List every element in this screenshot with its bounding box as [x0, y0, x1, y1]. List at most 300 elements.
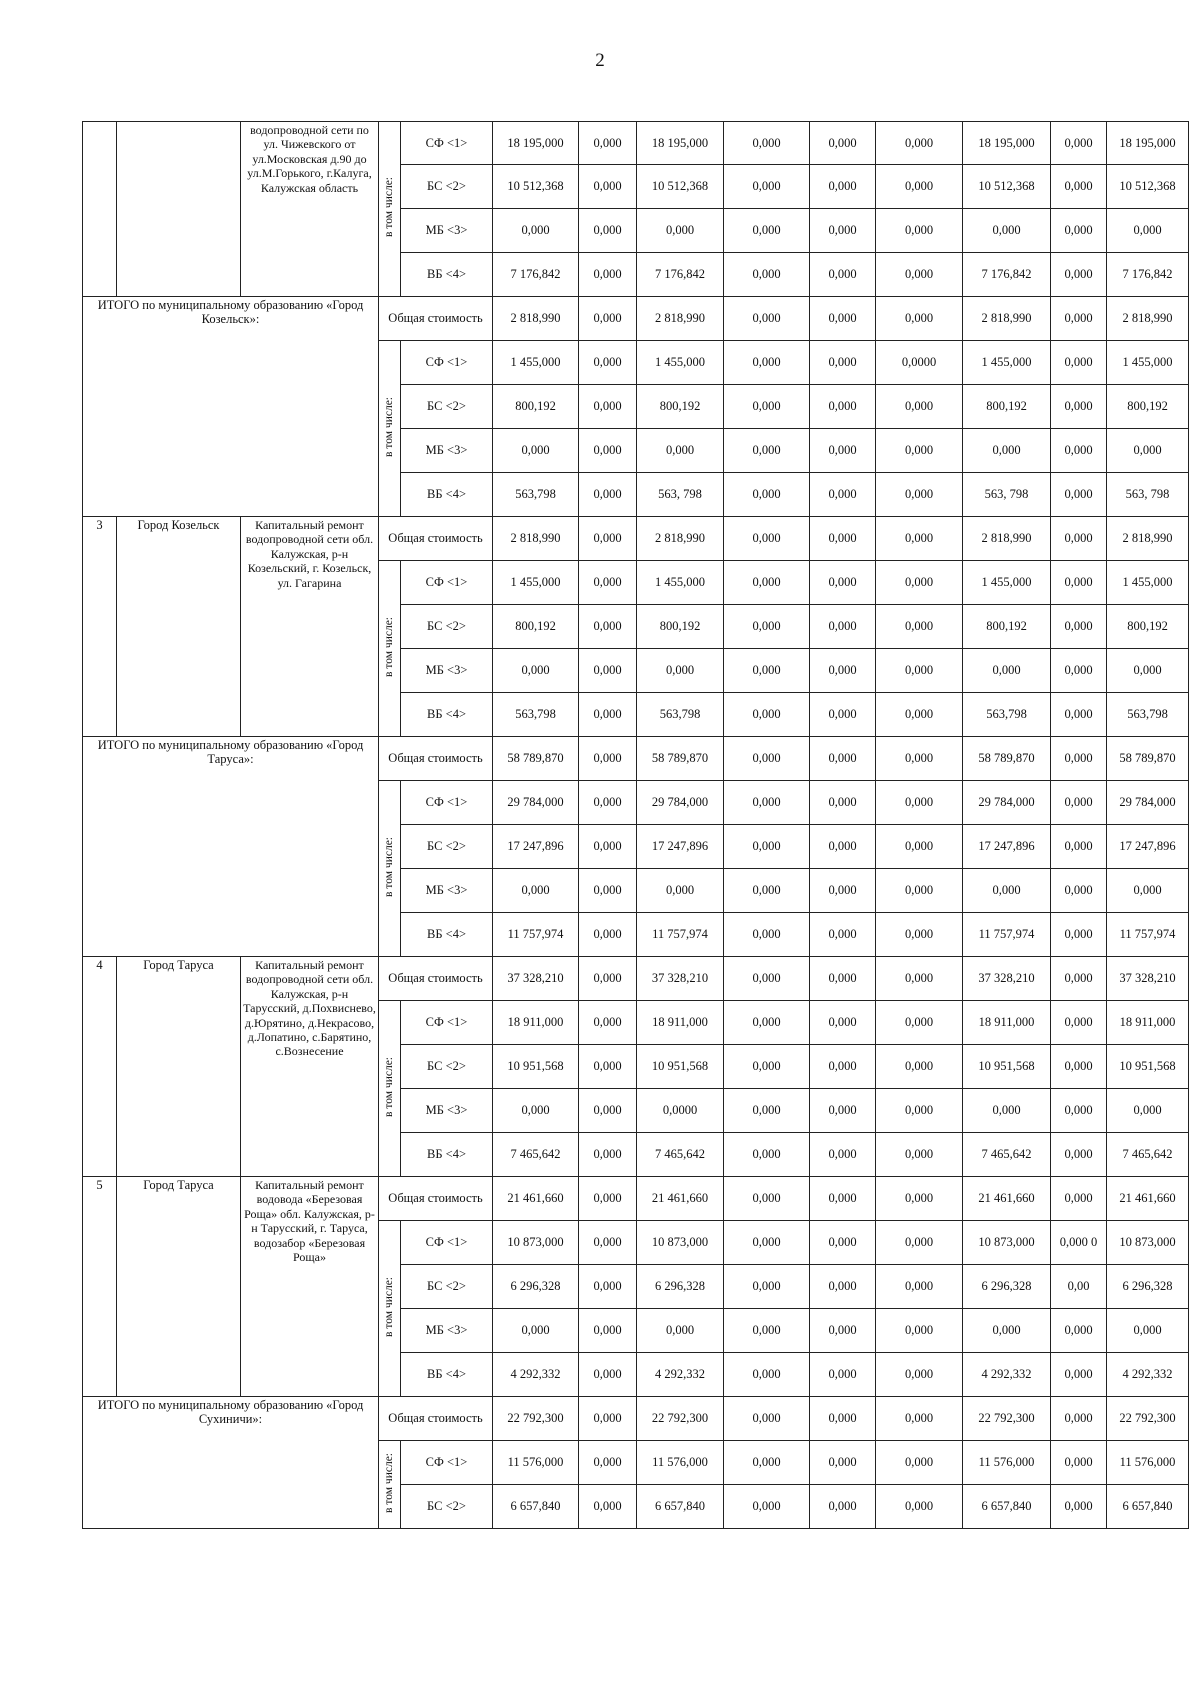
value-cell: 0,000: [579, 1485, 637, 1529]
value-cell: 0,000: [579, 297, 637, 341]
value-cell: 7 176,842: [637, 253, 724, 297]
value-cell: 18 195,000: [963, 122, 1051, 165]
value-cell: 0,000: [876, 1177, 963, 1221]
value-cell: 0,000: [724, 385, 810, 429]
city-cell: [117, 122, 241, 297]
value-cell: 0,000: [579, 825, 637, 869]
value-cell: 0,000: [810, 429, 876, 473]
funding-type: МБ <3>: [401, 869, 493, 913]
project-description: Капитальный ремонт водопроводной сети обл. Калужская, р-н Козельский, г. Козельск, ул. Гагарина: [241, 517, 379, 737]
municipality-total-label: ИТОГО по муниципальному образованию «Город Козельск»:: [83, 297, 379, 517]
value-cell: 0,000: [724, 649, 810, 693]
value-cell: 22 792,300: [1107, 1397, 1189, 1441]
value-cell: 0,000: [810, 649, 876, 693]
project-description: Капитальный ремонт водовода «Березовая Роща» обл. Калужская, р-н Тарусский, г. Таруса, водозабор «Березовая Роща»: [241, 1177, 379, 1397]
value-cell: 0,000: [724, 957, 810, 1001]
value-cell: 0,000: [724, 429, 810, 473]
value-cell: 0,000: [1051, 122, 1107, 165]
value-cell: 18 911,000: [1107, 1001, 1189, 1045]
value-cell: 563, 798: [637, 473, 724, 517]
value-cell: 0,000: [810, 473, 876, 517]
value-cell: 0,000: [876, 1397, 963, 1441]
including-label: в том числе:: [382, 1056, 395, 1117]
value-cell: 0,000: [724, 913, 810, 957]
value-cell: 0,000: [876, 825, 963, 869]
funding-type: БС <2>: [401, 1265, 493, 1309]
value-cell: 29 784,000: [637, 781, 724, 825]
value-cell: 29 784,000: [963, 781, 1051, 825]
value-cell: 0,000: [493, 209, 579, 253]
value-cell: 0,000: [579, 1265, 637, 1309]
value-cell: 17 247,896: [1107, 825, 1189, 869]
value-cell: 2 818,990: [493, 517, 579, 561]
value-cell: 0,000: [963, 649, 1051, 693]
value-cell: 11 757,974: [1107, 913, 1189, 957]
value-cell: 0,000: [810, 1353, 876, 1397]
value-cell: 17 247,896: [493, 825, 579, 869]
value-cell: 0,00: [1051, 1265, 1107, 1309]
value-cell: 10 873,000: [637, 1221, 724, 1265]
value-cell: 7 465,642: [1107, 1133, 1189, 1177]
value-cell: 0,000: [1051, 913, 1107, 957]
value-cell: 37 328,210: [963, 957, 1051, 1001]
value-cell: 0,000: [579, 605, 637, 649]
value-cell: 0,000: [876, 1045, 963, 1089]
row-number-cell: 3: [83, 517, 117, 737]
table-row: [83, 517, 1189, 561]
value-cell: 2 818,990: [637, 297, 724, 341]
value-cell: 10 951,568: [1107, 1045, 1189, 1089]
value-cell: 10 512,368: [637, 165, 724, 209]
value-cell: 0,000: [1107, 209, 1189, 253]
value-cell: 37 328,210: [493, 957, 579, 1001]
value-cell: 563,798: [1107, 693, 1189, 737]
including-label: в том числе:: [382, 616, 395, 677]
value-cell: 58 789,870: [493, 737, 579, 781]
value-cell: 0,000: [876, 737, 963, 781]
value-cell: 7 465,642: [637, 1133, 724, 1177]
value-cell: 0,000: [579, 209, 637, 253]
value-cell: 0,000: [810, 1221, 876, 1265]
value-cell: 0,000: [876, 561, 963, 605]
value-cell: 22 792,300: [493, 1397, 579, 1441]
value-cell: 0,000: [579, 122, 637, 165]
funding-type: Общая стоимость: [379, 1397, 493, 1441]
value-cell: 0,000: [810, 605, 876, 649]
value-cell: 0,000: [1051, 1089, 1107, 1133]
value-cell: 0,000: [876, 1001, 963, 1045]
value-cell: 0,000: [1051, 605, 1107, 649]
value-cell: 11 576,000: [1107, 1441, 1189, 1485]
value-cell: 0,000: [493, 429, 579, 473]
value-cell: 0,000: [810, 1045, 876, 1089]
funding-type: ВБ <4>: [401, 1353, 493, 1397]
funding-type: СФ <1>: [401, 1001, 493, 1045]
value-cell: 0,000: [724, 1485, 810, 1529]
funding-type: Общая стоимость: [379, 1177, 493, 1221]
value-cell: 18 195,000: [637, 122, 724, 165]
value-cell: 7 176,842: [963, 253, 1051, 297]
value-cell: 800,192: [963, 385, 1051, 429]
value-cell: 0,000: [1051, 561, 1107, 605]
value-cell: 0,000: [579, 1309, 637, 1353]
value-cell: 800,192: [963, 605, 1051, 649]
value-cell: 800,192: [493, 385, 579, 429]
value-cell: 0,000: [1051, 1177, 1107, 1221]
funding-type: БС <2>: [401, 385, 493, 429]
value-cell: 0,000: [876, 869, 963, 913]
value-cell: 0,000: [876, 693, 963, 737]
municipality-total-label: ИТОГО по муниципальному образованию «Город Сухиничи»:: [83, 1397, 379, 1529]
value-cell: 0,000: [579, 561, 637, 605]
value-cell: 0,000: [579, 1133, 637, 1177]
value-cell: 0,000: [810, 561, 876, 605]
value-cell: 0,000: [876, 605, 963, 649]
value-cell: 4 292,332: [637, 1353, 724, 1397]
funding-type: МБ <3>: [401, 209, 493, 253]
value-cell: 0,000: [724, 1221, 810, 1265]
value-cell: 0,000: [810, 385, 876, 429]
value-cell: 7 176,842: [493, 253, 579, 297]
value-cell: 800,192: [493, 605, 579, 649]
value-cell: 58 789,870: [637, 737, 724, 781]
value-cell: 17 247,896: [963, 825, 1051, 869]
value-cell: 1 455,000: [963, 561, 1051, 605]
table-row: [83, 297, 1189, 341]
value-cell: 0,000: [876, 385, 963, 429]
value-cell: 0,000: [579, 1397, 637, 1441]
value-cell: 1 455,000: [963, 341, 1051, 385]
value-cell: 0,000: [579, 473, 637, 517]
value-cell: 0,000: [810, 1485, 876, 1529]
value-cell: 0,000: [1051, 297, 1107, 341]
value-cell: 10 873,000: [493, 1221, 579, 1265]
funding-type: СФ <1>: [401, 781, 493, 825]
funding-type: МБ <3>: [401, 429, 493, 473]
value-cell: 0,000: [579, 517, 637, 561]
value-cell: 1 455,000: [637, 341, 724, 385]
city-cell: Город Козельск: [117, 517, 241, 737]
value-cell: 0,000: [1051, 517, 1107, 561]
value-cell: 10 873,000: [963, 1221, 1051, 1265]
value-cell: 0,000: [724, 1045, 810, 1089]
value-cell: 0,000: [579, 1221, 637, 1265]
value-cell: 0,000: [637, 429, 724, 473]
value-cell: 1 455,000: [637, 561, 724, 605]
value-cell: 0,000: [1051, 869, 1107, 913]
city-cell: Город Таруса: [117, 1177, 241, 1397]
value-cell: 0,000: [579, 385, 637, 429]
value-cell: 0,000: [579, 165, 637, 209]
value-cell: 6 296,328: [963, 1265, 1051, 1309]
including-label-cell: [379, 341, 401, 517]
value-cell: 0,0000: [876, 341, 963, 385]
value-cell: 1 455,000: [1107, 561, 1189, 605]
funding-table: [82, 121, 1189, 1529]
value-cell: 0,000: [637, 1309, 724, 1353]
value-cell: 0,000: [876, 1265, 963, 1309]
funding-type: ВБ <4>: [401, 913, 493, 957]
value-cell: 0,000: [1051, 781, 1107, 825]
value-cell: 0,0000: [637, 1089, 724, 1133]
funding-type: Общая стоимость: [379, 737, 493, 781]
value-cell: 563, 798: [1107, 473, 1189, 517]
value-cell: 0,000: [876, 473, 963, 517]
value-cell: 2 818,990: [963, 517, 1051, 561]
value-cell: 0,000: [724, 605, 810, 649]
value-cell: 0,000: [876, 253, 963, 297]
value-cell: 11 757,974: [493, 913, 579, 957]
value-cell: 0,000: [876, 122, 963, 165]
value-cell: 0,000: [1051, 1001, 1107, 1045]
value-cell: 0,000: [810, 1133, 876, 1177]
value-cell: 0,000: [1051, 1133, 1107, 1177]
value-cell: 563,798: [493, 693, 579, 737]
value-cell: 21 461,660: [493, 1177, 579, 1221]
value-cell: 0,000: [724, 693, 810, 737]
value-cell: 800,192: [637, 605, 724, 649]
value-cell: 0,000: [810, 1001, 876, 1045]
value-cell: 0,000: [579, 253, 637, 297]
funding-type: БС <2>: [401, 165, 493, 209]
table-row: [83, 1397, 1189, 1441]
value-cell: 0,000: [810, 297, 876, 341]
value-cell: 10 951,568: [637, 1045, 724, 1089]
value-cell: 0,000: [579, 693, 637, 737]
value-cell: 0,000: [876, 1485, 963, 1529]
value-cell: 29 784,000: [1107, 781, 1189, 825]
funding-type: БС <2>: [401, 1045, 493, 1089]
funding-type: Общая стоимость: [379, 517, 493, 561]
value-cell: 0,000: [876, 781, 963, 825]
value-cell: 0,000: [1051, 1309, 1107, 1353]
value-cell: 0,000: [724, 341, 810, 385]
value-cell: 0,000: [579, 869, 637, 913]
value-cell: 18 911,000: [493, 1001, 579, 1045]
value-cell: 22 792,300: [963, 1397, 1051, 1441]
funding-type: ВБ <4>: [401, 693, 493, 737]
value-cell: 1 455,000: [493, 341, 579, 385]
value-cell: 0,000: [810, 693, 876, 737]
value-cell: 0,000: [810, 1397, 876, 1441]
value-cell: 0,000: [876, 1221, 963, 1265]
value-cell: 2 818,990: [637, 517, 724, 561]
value-cell: 6 296,328: [493, 1265, 579, 1309]
value-cell: 29 784,000: [493, 781, 579, 825]
value-cell: 0,000: [579, 737, 637, 781]
value-cell: 0,000: [810, 122, 876, 165]
value-cell: 0,000: [1051, 473, 1107, 517]
funding-type: МБ <3>: [401, 1309, 493, 1353]
value-cell: 58 789,870: [1107, 737, 1189, 781]
value-cell: 11 757,974: [637, 913, 724, 957]
value-cell: 0,000: [724, 825, 810, 869]
value-cell: 0,000: [579, 913, 637, 957]
value-cell: 0,000: [876, 297, 963, 341]
value-cell: 0,000: [1051, 825, 1107, 869]
funding-type: Общая стоимость: [379, 957, 493, 1001]
value-cell: 0,000: [963, 1309, 1051, 1353]
value-cell: 10 512,368: [963, 165, 1051, 209]
value-cell: 58 789,870: [963, 737, 1051, 781]
value-cell: 0,000: [1051, 429, 1107, 473]
value-cell: 0,000: [810, 913, 876, 957]
value-cell: 0,000: [1051, 1397, 1107, 1441]
including-label: в том числе:: [382, 396, 395, 457]
funding-type: Общая стоимость: [379, 297, 493, 341]
value-cell: 0,000: [963, 429, 1051, 473]
value-cell: 11 576,000: [637, 1441, 724, 1485]
row-number-cell: 4: [83, 957, 117, 1177]
table-row: [83, 122, 1189, 165]
value-cell: 0,000: [963, 1089, 1051, 1133]
value-cell: 0,000: [876, 957, 963, 1001]
funding-type: ВБ <4>: [401, 1133, 493, 1177]
funding-type: БС <2>: [401, 605, 493, 649]
funding-type: СФ <1>: [401, 1441, 493, 1485]
value-cell: 0,000: [724, 1089, 810, 1133]
table-row: [83, 957, 1189, 1001]
value-cell: 0,000: [637, 209, 724, 253]
value-cell: 800,192: [1107, 605, 1189, 649]
value-cell: 0,000: [724, 1265, 810, 1309]
value-cell: 0,000: [876, 649, 963, 693]
value-cell: 0,000: [724, 781, 810, 825]
value-cell: 563,798: [493, 473, 579, 517]
value-cell: 0,000: [876, 165, 963, 209]
value-cell: 10 951,568: [963, 1045, 1051, 1089]
value-cell: 0,000: [876, 517, 963, 561]
value-cell: 563, 798: [963, 473, 1051, 517]
value-cell: 0,000: [810, 957, 876, 1001]
value-cell: 0,000: [1107, 869, 1189, 913]
value-cell: 6 296,328: [1107, 1265, 1189, 1309]
value-cell: 11 576,000: [493, 1441, 579, 1485]
value-cell: 0,000: [724, 122, 810, 165]
value-cell: 0,000: [724, 1353, 810, 1397]
value-cell: 0,000: [579, 341, 637, 385]
value-cell: 0,000: [876, 429, 963, 473]
value-cell: 18 195,000: [1107, 122, 1189, 165]
value-cell: 7 176,842: [1107, 253, 1189, 297]
municipality-total-label: ИТОГО по муниципальному образованию «Город Таруса»:: [83, 737, 379, 957]
value-cell: 0,000: [810, 165, 876, 209]
value-cell: 0,000: [724, 517, 810, 561]
table-row: [83, 1177, 1189, 1221]
value-cell: 0,000: [493, 1309, 579, 1353]
value-cell: 0,000: [579, 1353, 637, 1397]
value-cell: 0,000: [876, 913, 963, 957]
value-cell: 0,000: [810, 781, 876, 825]
value-cell: 1 455,000: [493, 561, 579, 605]
value-cell: 2 818,990: [1107, 517, 1189, 561]
value-cell: 6 657,840: [493, 1485, 579, 1529]
funding-type: СФ <1>: [401, 1221, 493, 1265]
value-cell: 0,000: [724, 869, 810, 913]
value-cell: 0,000: [493, 649, 579, 693]
funding-type: БС <2>: [401, 1485, 493, 1529]
value-cell: 0,000: [579, 957, 637, 1001]
including-label-cell: [379, 122, 401, 297]
value-cell: 563,798: [637, 693, 724, 737]
including-label: в том числе:: [382, 836, 395, 897]
value-cell: 2 818,990: [963, 297, 1051, 341]
funding-type: ВБ <4>: [401, 253, 493, 297]
value-cell: 6 657,840: [637, 1485, 724, 1529]
including-label-cell: [379, 781, 401, 957]
value-cell: 0,000: [1051, 341, 1107, 385]
value-cell: 0,000: [1107, 1089, 1189, 1133]
value-cell: 800,192: [637, 385, 724, 429]
funding-type: СФ <1>: [401, 122, 493, 165]
value-cell: 0,000: [579, 781, 637, 825]
value-cell: 0,000: [876, 1353, 963, 1397]
value-cell: 6 296,328: [637, 1265, 724, 1309]
including-label-cell: [379, 1441, 401, 1529]
value-cell: 0,000: [810, 1089, 876, 1133]
value-cell: 0,000: [1051, 1485, 1107, 1529]
value-cell: 4 292,332: [1107, 1353, 1189, 1397]
value-cell: 0,000: [579, 1001, 637, 1045]
value-cell: 0,000: [1051, 649, 1107, 693]
value-cell: 0,000: [724, 165, 810, 209]
value-cell: 0,000: [724, 1309, 810, 1353]
value-cell: 10 951,568: [493, 1045, 579, 1089]
value-cell: 0,000: [810, 1309, 876, 1353]
value-cell: 0,000: [724, 561, 810, 605]
value-cell: 0,000: [493, 869, 579, 913]
value-cell: 0,000: [1051, 1353, 1107, 1397]
value-cell: 0,000: [579, 1441, 637, 1485]
project-description: Капитальный ремонт водопроводной сети обл. Калужская, р-н Тарусский, д.Похвиснево, д.Юрятино, д.Некрасово, д.Лопатино, с.Барятино, с.Вознесение: [241, 957, 379, 1177]
including-label-cell: [379, 561, 401, 737]
value-cell: 0,000: [1051, 693, 1107, 737]
value-cell: 0,000: [579, 1089, 637, 1133]
value-cell: 2 818,990: [493, 297, 579, 341]
value-cell: 0,000: [810, 869, 876, 913]
row-number-cell: [83, 122, 117, 297]
value-cell: 800,192: [1107, 385, 1189, 429]
value-cell: 0,000: [810, 209, 876, 253]
value-cell: 0,000: [1051, 209, 1107, 253]
value-cell: 22 792,300: [637, 1397, 724, 1441]
value-cell: 0,000: [810, 517, 876, 561]
funding-type: МБ <3>: [401, 1089, 493, 1133]
value-cell: 10 873,000: [1107, 1221, 1189, 1265]
value-cell: 0,000: [963, 209, 1051, 253]
value-cell: 0,000: [810, 825, 876, 869]
value-cell: 18 911,000: [963, 1001, 1051, 1045]
value-cell: 0,000: [810, 253, 876, 297]
value-cell: 18 911,000: [637, 1001, 724, 1045]
value-cell: 0,000: [1051, 253, 1107, 297]
including-label: в том числе:: [382, 1276, 395, 1337]
value-cell: 2 818,990: [1107, 297, 1189, 341]
value-cell: 4 292,332: [963, 1353, 1051, 1397]
value-cell: 0,000: [876, 1133, 963, 1177]
value-cell: 0,000: [1107, 649, 1189, 693]
value-cell: 6 657,840: [1107, 1485, 1189, 1529]
value-cell: 1 455,000: [1107, 341, 1189, 385]
city-cell: Город Таруса: [117, 957, 241, 1177]
value-cell: 7 465,642: [493, 1133, 579, 1177]
value-cell: 0,000: [579, 429, 637, 473]
project-description: водопроводной сети по ул. Чижевского от ул.Московская д.90 до ул.М.Горького, г.Калуга, Калужская область: [241, 122, 379, 297]
value-cell: 0,000: [637, 649, 724, 693]
value-cell: 0,000: [724, 253, 810, 297]
funding-type: СФ <1>: [401, 561, 493, 605]
value-cell: 0,000: [876, 1441, 963, 1485]
